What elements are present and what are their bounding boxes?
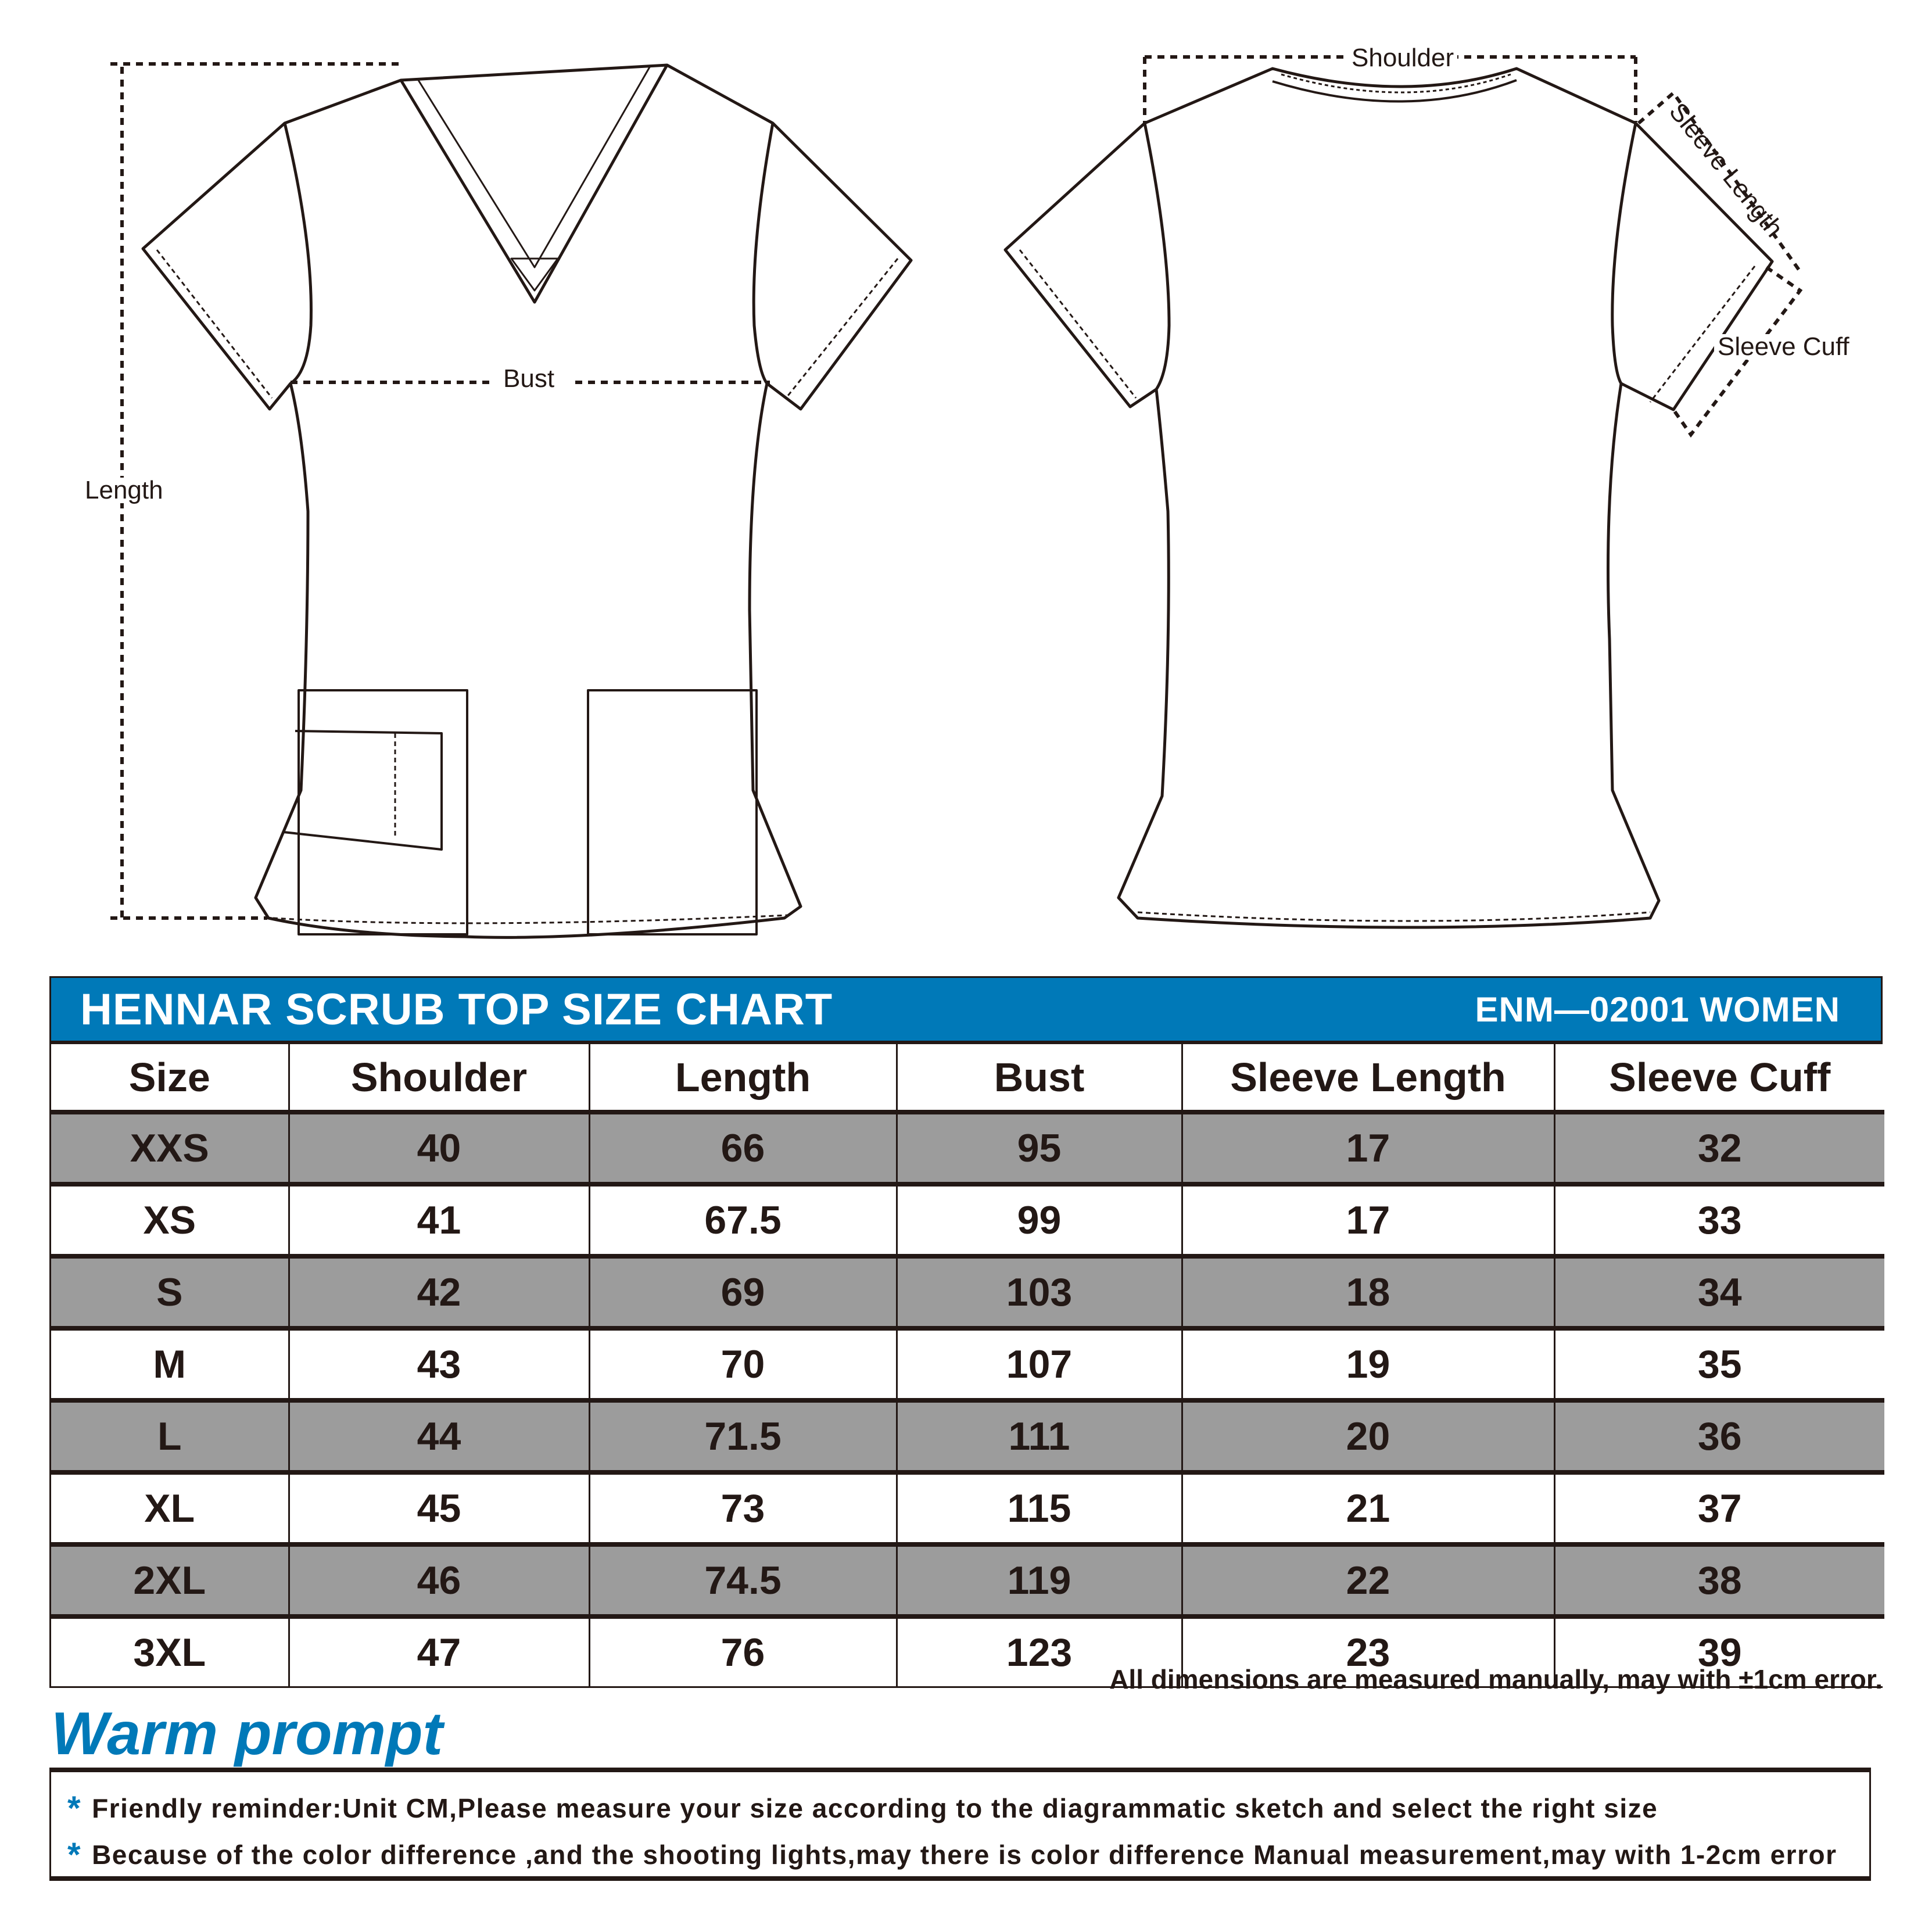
size-cell: XXS <box>51 1112 289 1184</box>
prompt-text: Friendly reminder:Unit CM,Please measure your size according to the diagrammatic sketch and select the right size <box>92 1793 1658 1823</box>
sleeve-length-cell: 23 <box>1182 1616 1554 1686</box>
size-cell: S <box>51 1256 289 1328</box>
bust-cell: 95 <box>897 1112 1182 1184</box>
length-cell: 71.5 <box>589 1400 897 1472</box>
length-label: Length <box>81 478 167 503</box>
measurement-note: All dimensions are measured manually, may with ±1cm error. <box>1109 1664 1883 1694</box>
column-header-bust: Bust <box>897 1044 1182 1112</box>
bust-cell: 123 <box>897 1616 1182 1686</box>
shoulder-cell: 41 <box>289 1184 589 1256</box>
size-cell: XL <box>51 1472 289 1544</box>
asterisk-icon: * <box>67 1789 82 1827</box>
length-cell: 73 <box>589 1472 897 1544</box>
column-header-sleeve-length: Sleeve Length <box>1182 1044 1554 1112</box>
shoulder-cell: 44 <box>289 1400 589 1472</box>
table-row <box>51 1544 1884 1616</box>
column-header-length: Length <box>589 1044 897 1112</box>
bust-cell: 119 <box>897 1544 1182 1616</box>
length-cell: 74.5 <box>589 1544 897 1616</box>
length-cell: 76 <box>589 1616 897 1686</box>
sleeve-cuff-cell: 32 <box>1554 1112 1884 1184</box>
prompt-text: Because of the color difference ,and the shooting lights,may there is color difference Manual measurement,may with 1-2cm error <box>92 1840 1837 1870</box>
sleeve-cuff-cell: 38 <box>1554 1544 1884 1616</box>
sleeve-length-cell: 17 <box>1182 1112 1554 1184</box>
garment-diagram <box>0 0 1932 965</box>
sleeve-length-cell: 22 <box>1182 1544 1554 1616</box>
shoulder-label: Shoulder <box>1348 45 1457 71</box>
size-cell: L <box>51 1400 289 1472</box>
length-cell: 66 <box>589 1112 897 1184</box>
bust-cell: 107 <box>897 1328 1182 1400</box>
shoulder-cell: 46 <box>289 1544 589 1616</box>
size-chart-header <box>51 978 1881 1044</box>
shoulder-cell: 47 <box>289 1616 589 1686</box>
shoulder-cell: 42 <box>289 1256 589 1328</box>
table-header-row <box>51 1044 1884 1112</box>
sleeve-cuff-cell: 39 <box>1554 1616 1884 1686</box>
sleeve-length-label: Sleeve Length <box>1664 97 1789 243</box>
size-chart <box>49 976 1883 1688</box>
table-row <box>51 1400 1884 1472</box>
size-cell: 2XL <box>51 1544 289 1616</box>
table-row <box>51 1328 1884 1400</box>
bust-cell: 111 <box>897 1400 1182 1472</box>
table-row <box>51 1256 1884 1328</box>
prompt-item <box>51 1831 1869 1878</box>
size-cell: M <box>51 1328 289 1400</box>
sleeve-cuff-cell: 36 <box>1554 1400 1884 1472</box>
table-row <box>51 1472 1884 1544</box>
sleeve-length-cell: 19 <box>1182 1328 1554 1400</box>
column-header-size: Size <box>51 1044 289 1112</box>
scrub-top-sketch <box>0 0 1932 965</box>
sleeve-length-cell: 20 <box>1182 1400 1554 1472</box>
size-chart-title: HENNAR SCRUB TOP SIZE CHART <box>80 984 833 1034</box>
length-cell: 67.5 <box>589 1184 897 1256</box>
column-header-sleeve-cuff: Sleeve Cuff <box>1554 1044 1884 1112</box>
warm-prompt-title: Warm prompt <box>51 1700 443 1768</box>
table-row <box>51 1184 1884 1256</box>
sleeve-cuff-label: Sleeve Cuff <box>1714 334 1853 360</box>
column-header-shoulder: Shoulder <box>289 1044 589 1112</box>
warm-prompt-box <box>49 1768 1871 1881</box>
bust-label: Bust <box>500 366 558 392</box>
bust-cell: 103 <box>897 1256 1182 1328</box>
bust-cell: 99 <box>897 1184 1182 1256</box>
sleeve-length-cell: 18 <box>1182 1256 1554 1328</box>
length-cell: 69 <box>589 1256 897 1328</box>
shoulder-cell: 40 <box>289 1112 589 1184</box>
product-code: ENM—02001 WOMEN <box>1475 990 1840 1029</box>
table-row <box>51 1112 1884 1184</box>
size-cell: 3XL <box>51 1616 289 1686</box>
shoulder-cell: 43 <box>289 1328 589 1400</box>
sleeve-cuff-cell: 33 <box>1554 1184 1884 1256</box>
shoulder-cell: 45 <box>289 1472 589 1544</box>
sleeve-length-cell: 21 <box>1182 1472 1554 1544</box>
length-cell: 70 <box>589 1328 897 1400</box>
size-cell: XS <box>51 1184 289 1256</box>
sleeve-length-cell: 17 <box>1182 1184 1554 1256</box>
size-table <box>51 1044 1884 1686</box>
asterisk-icon: * <box>67 1836 82 1874</box>
sleeve-cuff-cell: 37 <box>1554 1472 1884 1544</box>
bust-cell: 115 <box>897 1472 1182 1544</box>
sleeve-cuff-cell: 35 <box>1554 1328 1884 1400</box>
prompt-item <box>51 1785 1869 1831</box>
sleeve-cuff-cell: 34 <box>1554 1256 1884 1328</box>
